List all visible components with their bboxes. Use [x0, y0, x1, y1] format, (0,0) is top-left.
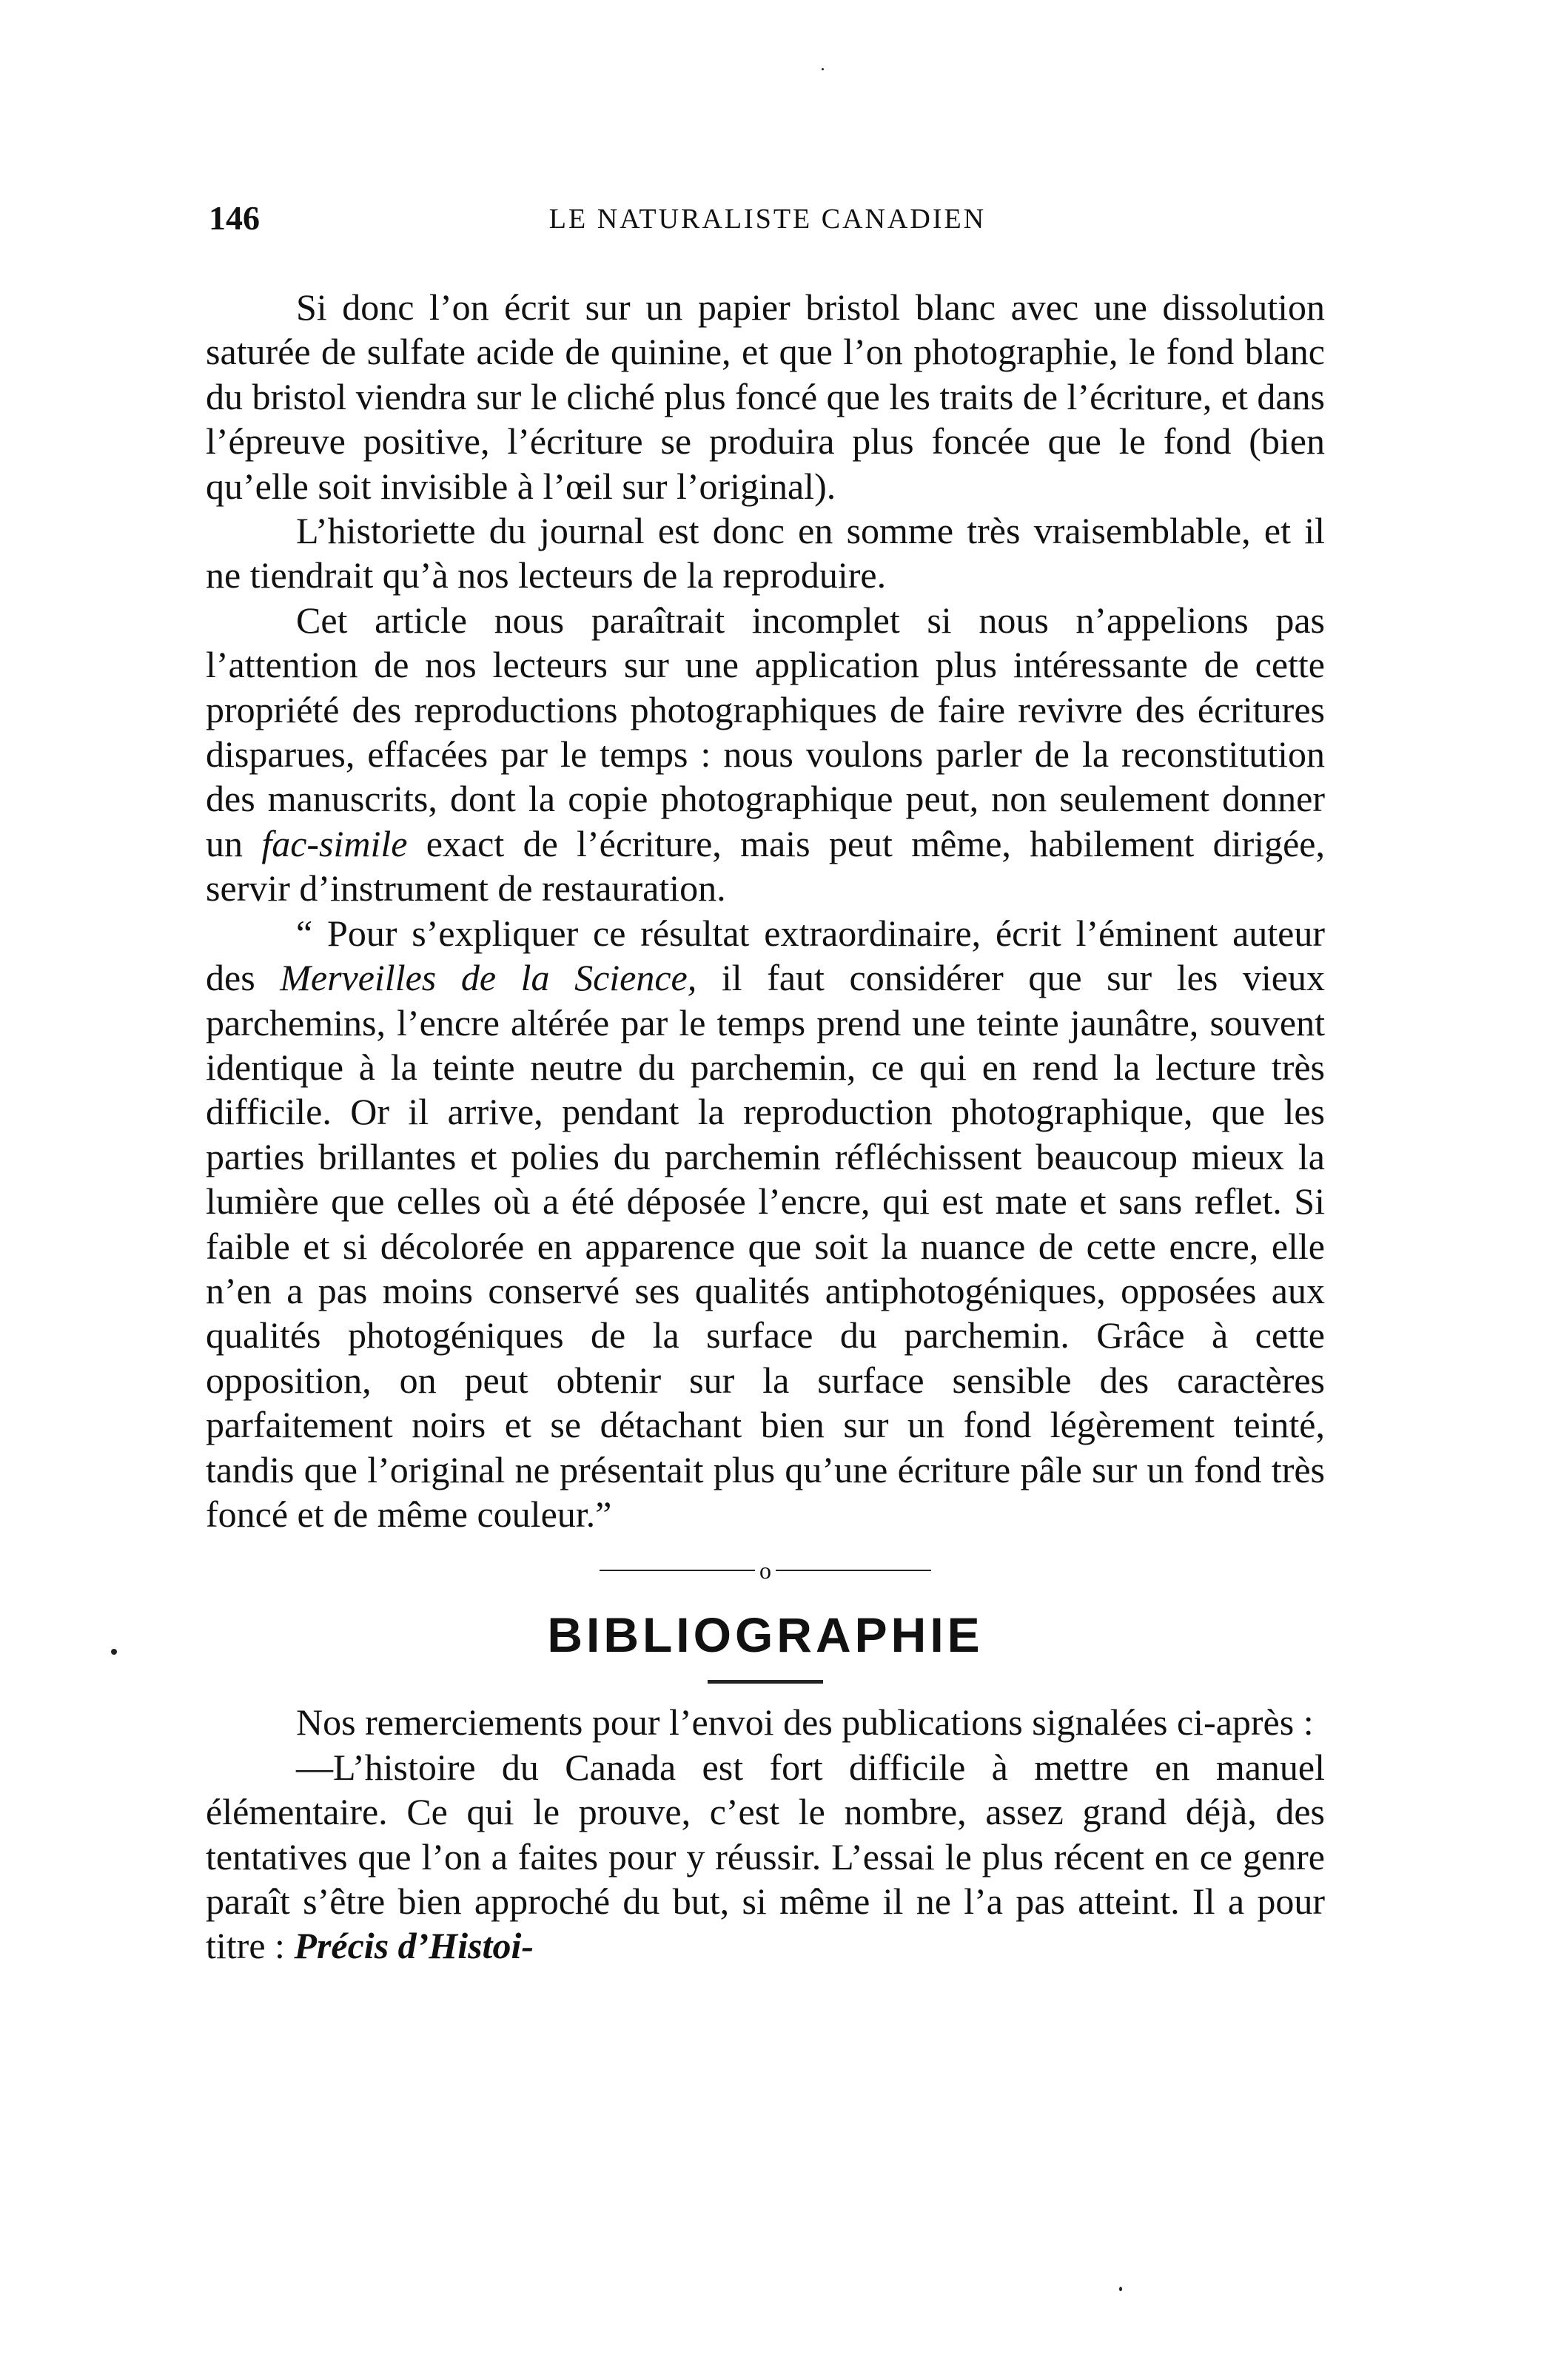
journal-title: LE NATURALISTE CANADIEN	[548, 204, 987, 235]
heading-underline	[708, 1680, 823, 1684]
page-number: 146	[209, 199, 260, 237]
paragraph-quotation-merveilles	[206, 911, 1325, 1537]
bibliography-section	[206, 1700, 1325, 1968]
divider-rule-right	[776, 1570, 931, 1571]
paragraph-quinine-bristol: Si donc l’on écrit sur un papier bristol blanc avec une dissolution saturée de sulfate acide de quinine, et que l’on photographie, le fond blanc du bristol viendra sur le cliché plus foncé que les traits de l’écriture, et dans l’épreuve positive, l’écriture se produira plus foncée que le fond (bien qu’elle soit invisible à l’œil sur l’original).	[206, 286, 1325, 507]
bibliography-intro: Nos remerciements pour l’envoi des publications signalées ci-après :	[296, 1701, 1314, 1744]
article-body	[206, 285, 1325, 1969]
divider-ornament: o	[759, 1556, 771, 1584]
running-header	[209, 198, 1326, 243]
text-run: “ Pour s’expliquer ce résultat extraordinaire, écrit l’éminent auteur des	[206, 912, 1325, 999]
text-run: —L’histoire du Canada est fort difficile à mettre en manuel élémentaire. Ce qui le prouve, c’est le nombre, assez grand déjà, des tentatives que l’on a faites pour y réussir. L’essai le plus récent en ce genre paraît s’être bien approché du but, si même il ne l’a pas atteint. Il a pour titre :	[206, 1746, 1325, 1967]
italic-book-title: Merveilles de la Science,	[280, 957, 697, 999]
section-divider	[206, 1536, 1325, 1604]
print-speck	[111, 1649, 117, 1655]
bibliography-entry	[206, 1745, 1325, 1969]
italic-book-title: Précis d’Histoi-	[294, 1925, 534, 1967]
paragraph-historiette: L’historiette du journal est donc en somme très vraisemblable, et il ne tiendrait qu’à nos lecteurs de la reproduire.	[206, 510, 1325, 596]
print-speck	[1119, 2287, 1122, 2291]
paragraph-reconstitution	[206, 598, 1325, 911]
divider-rule-left	[600, 1570, 755, 1571]
text-run: exact de l’écriture, mais peut même, habilement dirigée, servir d’instrument de restauration.	[206, 822, 1325, 910]
italic-term-fac-simile: fac-simile	[261, 822, 408, 864]
section-heading-bibliographie: BIBLIOGRAPHIE	[547, 1607, 984, 1663]
text-run: il faut considérer que sur les vieux parchemins, l’encre altérée par le temps prend une teinte jaunâtre, souvent identique à la teinte neutre du parchemin, ce qui en rend la lecture très difficile. Or il arrive, pendant la reproduction photographique, que les parties brillantes et polies du parchemin réfléchissent beaucoup mieux la lumière que celles où a été déposée l’encre, qui est mate et sans reflet. Si faible et si décolorée en apparence que soit la nuance de cette encre, elle n’en a pas moins conservé ses qualités antiphotogéniques, opposées aux qualités photogéniques de la surface du parchemin. Grâce à cette opposition, on peut obtenir sur la surface sensible des caractères parfaitement noirs et se détachant bien sur un fond légèrement teinté, tandis que l’original ne présentait plus qu’une écriture pâle sur un fond très foncé et de même couleur.”	[206, 957, 1325, 1535]
text-run: Cet article nous paraîtrait incomplet si nous n’appelions pas l’attention de nos lecteurs sur une application plus intéressante de cette propriété des reproductions photographiques de faire revivre des écritures disparues, effacées par le temps : nous voulons parler de la reconstitution des manuscrits, dont la copie photographique peut, non seulement donner un	[206, 599, 1325, 864]
print-speck	[822, 68, 824, 70]
